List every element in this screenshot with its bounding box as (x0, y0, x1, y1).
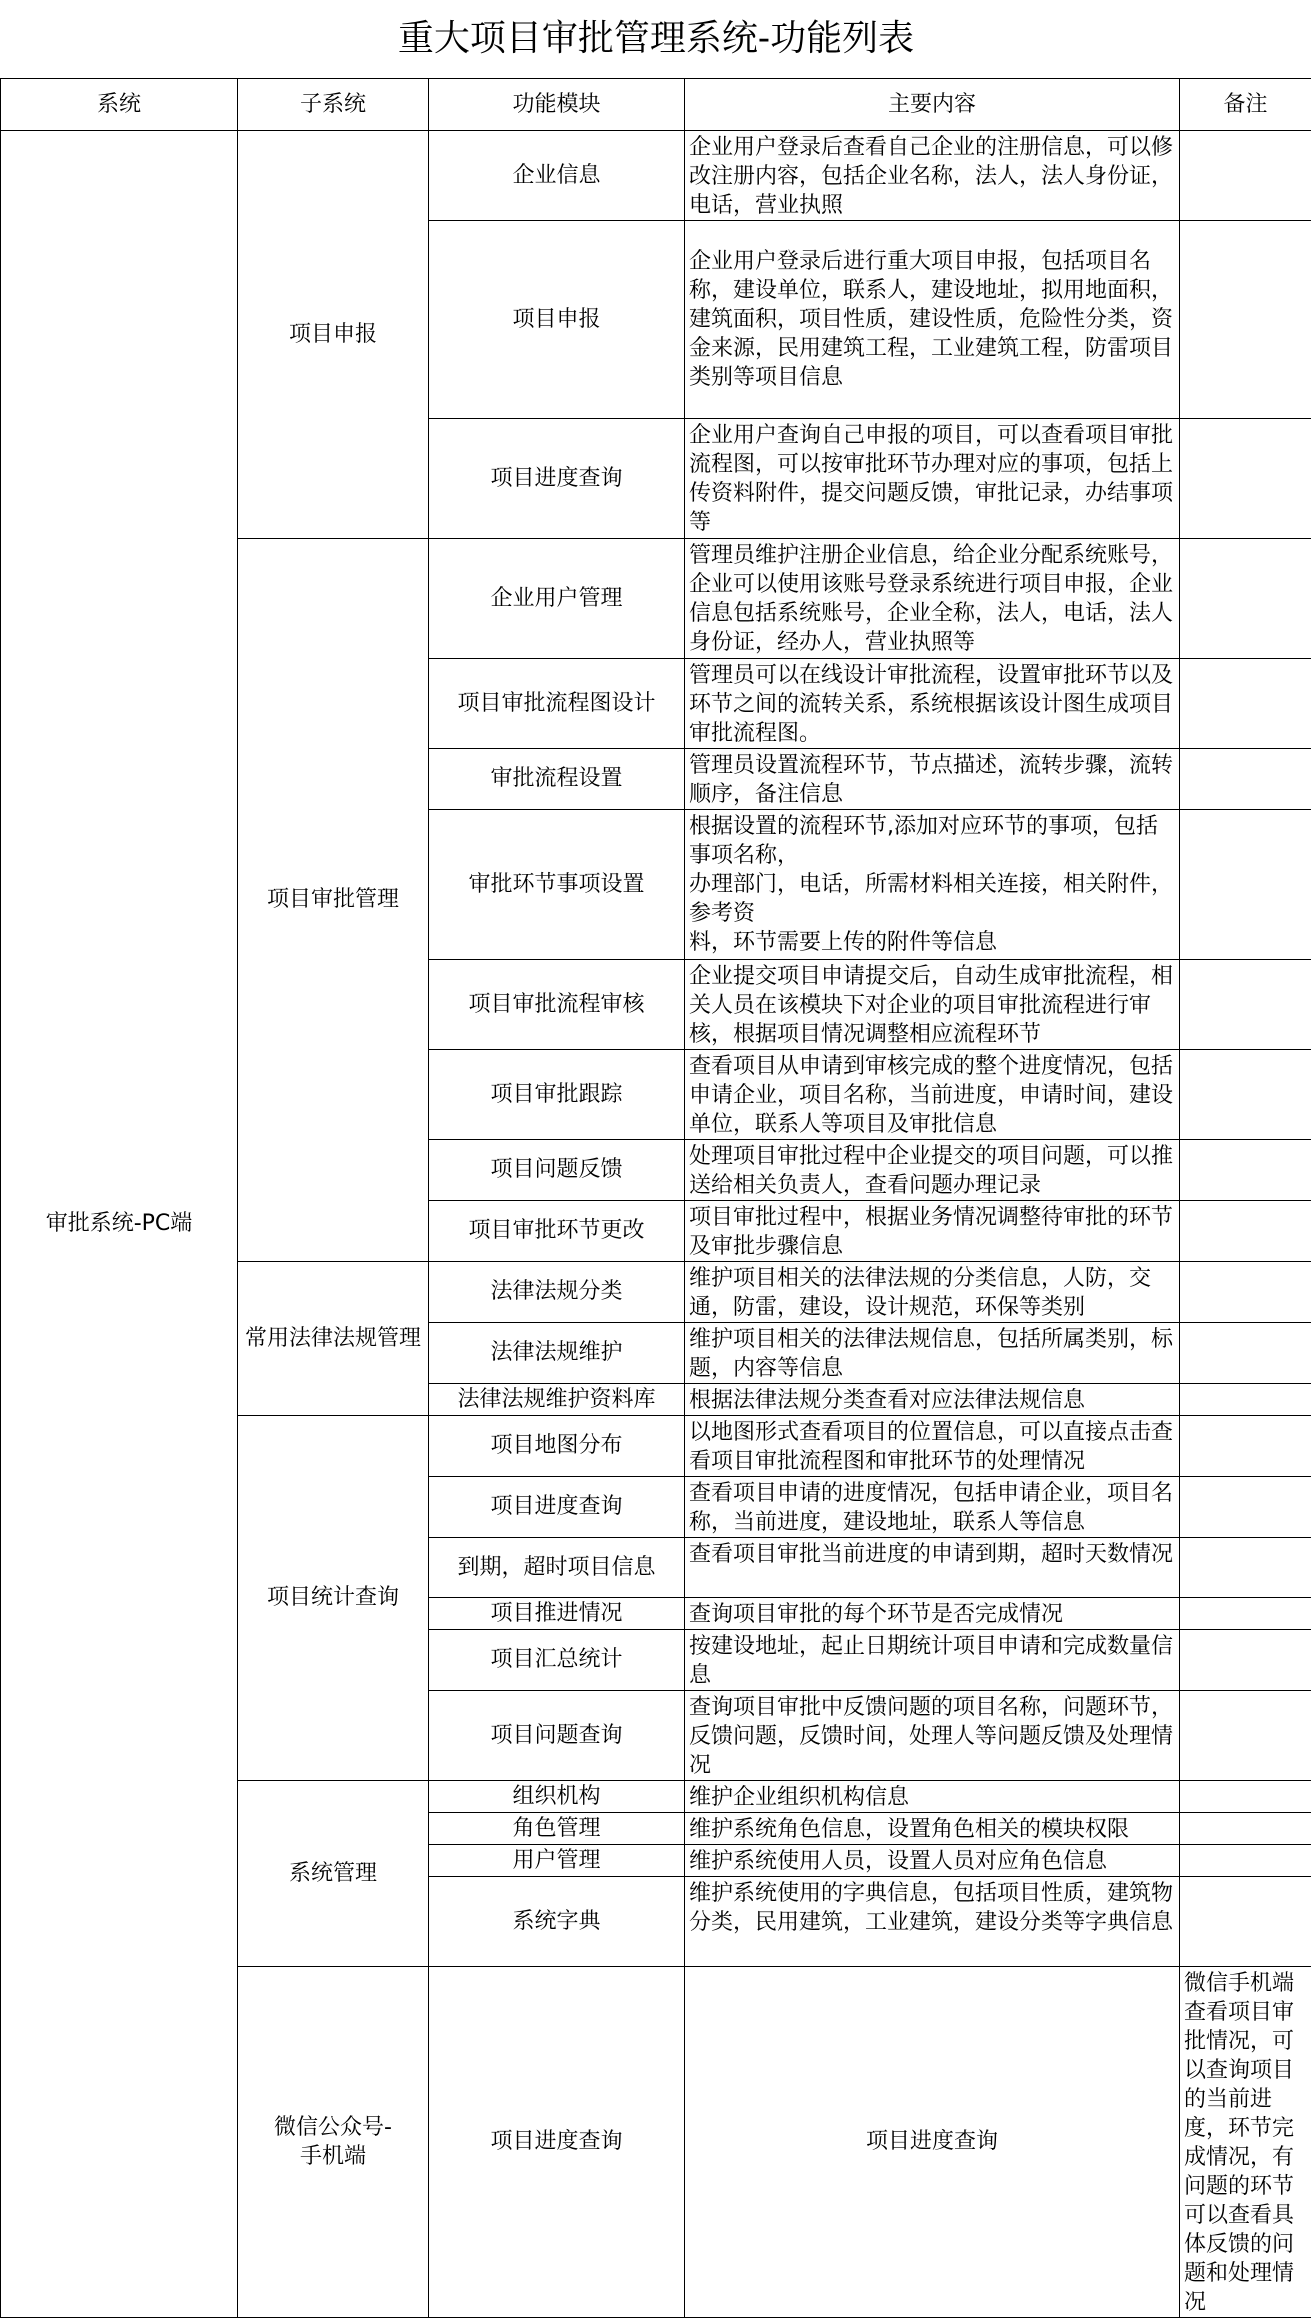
note-cell (1180, 538, 1311, 658)
note-cell (1180, 1597, 1311, 1629)
content-cell: 以地图形式查看项目的位置信息，可以直接点击查看项目审批流程图和审批环节的处理情况 (685, 1415, 1180, 1476)
note-cell (1180, 748, 1311, 809)
page-title: 重大项目审批管理系统-功能列表 (1, 0, 1311, 78)
note-cell (1180, 1383, 1311, 1415)
content-cell: 维护项目相关的法律法规的分类信息，人防，交通，防雷，建设，设计规范，环保等类别 (685, 1261, 1180, 1322)
header-note: 备注 (1180, 78, 1311, 130)
note-cell (1180, 130, 1311, 220)
content-line: 料，环节需要上传的附件等信息 (689, 928, 1175, 957)
module-cell: 用户管理 (429, 1844, 685, 1876)
note-cell (1180, 1200, 1311, 1261)
content-line: 办理部门，电话，所需材料相关连接，相关附件，参考资 (689, 870, 1175, 928)
note-cell (1180, 1261, 1311, 1322)
note-cell (1180, 1876, 1311, 1966)
note-cell (1180, 1476, 1311, 1537)
content-cell: 维护企业组织机构信息 (685, 1780, 1180, 1812)
module-cell: 审批环节事项设置 (429, 809, 685, 959)
module-cell: 法律法规维护 (429, 1322, 685, 1383)
module-cell: 项目推进情况 (429, 1597, 685, 1629)
content-cell: 企业提交项目申请提交后，自动生成审批流程，相关人员在该模块下对企业的项目审批流程进行审核，根据项目情况调整相应流程环节 (685, 959, 1180, 1049)
table-row (1, 130, 1311, 220)
content-cell: 根据法律法规分类查看对应法律法规信息 (685, 1383, 1180, 1415)
header-system: 系统 (1, 78, 238, 130)
content-cell: 管理员维护注册企业信息，给企业分配系统账号，企业可以使用该账号登录系统进行项目申报，企业信息包括系统账号，企业全称，法人，电话，法人身份证，经办人，营业执照等 (685, 538, 1180, 658)
system-cell: 审批系统-PC端 (1, 130, 238, 2317)
content-cell: 管理员可以在线设计审批流程，设置审批环节以及环节之间的流转关系，系统根据该设计图生成项目审批流程图。 (685, 658, 1180, 748)
content-cell: 企业用户查询自己申报的项目，可以查看项目审批流程图，可以按审批环节办理对应的事项，包括上传资料附件，提交问题反馈，审批记录，办结事项等 (685, 418, 1180, 538)
module-cell: 项目申报 (429, 220, 685, 418)
system-cell (238, 1966, 429, 2317)
subsystem-cell: 项目进度查询 (429, 1966, 685, 2317)
note-cell (1180, 1537, 1311, 1597)
content-cell: 维护系统使用人员，设置人员对应角色信息 (685, 1844, 1180, 1876)
note-cell (1180, 1690, 1311, 1780)
note-cell (1180, 809, 1311, 959)
content-cell: 微信手机端查看项目审批情况，可以查询项目的当前进度，环节完成情况，有问题的环节可以查看具体反馈的问题和处理情况 (1180, 1966, 1311, 2317)
module-cell: 法律法规分类 (429, 1261, 685, 1322)
module-cell: 企业用户管理 (429, 538, 685, 658)
module-cell: 项目进度查询 (429, 418, 685, 538)
note-cell (1180, 959, 1311, 1049)
module-cell: 项目问题反馈 (429, 1139, 685, 1200)
system-name-line: 微信公众号- (243, 2113, 423, 2142)
module-cell: 项目汇总统计 (429, 1629, 685, 1690)
module-cell: 项目审批流程审核 (429, 959, 685, 1049)
content-cell: 查看项目从申请到审核完成的整个进度情况，包括申请企业，项目名称，当前进度，申请时间，建设单位，联系人等项目及审批信息 (685, 1049, 1180, 1139)
content-cell: 查看项目审批当前进度的申请到期，超时天数情况 (685, 1537, 1180, 1597)
content-cell: 处理项目审批过程中企业提交的项目问题，可以推送给相关负责人，查看问题办理记录 (685, 1139, 1180, 1200)
module-cell: 角色管理 (429, 1812, 685, 1844)
content-cell: 维护系统角色信息，设置角色相关的模块权限 (685, 1812, 1180, 1844)
header-row (1, 78, 1311, 130)
content-cell: 查询项目审批的每个环节是否完成情况 (685, 1597, 1180, 1629)
note-cell (1180, 1844, 1311, 1876)
content-cell: 查看项目申请的进度情况，包括申请企业，项目名称，当前进度，建设地址，联系人等信息 (685, 1476, 1180, 1537)
content-cell: 项目审批过程中，根据业务情况调整待审批的环节及审批步骤信息 (685, 1200, 1180, 1261)
subsystem-cell: 项目申报 (238, 130, 429, 538)
content-cell: 查询项目审批中反馈问题的项目名称，问题环节，反馈问题，反馈时间，处理人等问题反馈及处理情况 (685, 1690, 1180, 1780)
content-cell: 企业用户登录后查看自己企业的注册信息，可以修改注册内容，包括企业名称，法人，法人身份证，电话，营业执照 (685, 130, 1180, 220)
content-cell: 维护项目相关的法律法规信息，包括所属类别，标题，内容等信息 (685, 1322, 1180, 1383)
subsystem-cell: 常用法律法规管理 (238, 1261, 429, 1415)
content-cell: 管理员设置流程环节，节点描述，流转步骤，流转顺序，备注信息 (685, 748, 1180, 809)
subsystem-cell: 项目统计查询 (238, 1415, 429, 1780)
content-cell (685, 809, 1180, 959)
note-cell (1180, 1415, 1311, 1476)
content-cell: 企业用户登录后进行重大项目申报，包括项目名称，建设单位，联系人，建设地址，拟用地面积，建筑面积，项目性质，建设性质，危险性分类，资金来源，民用建筑工程，工业建筑工程，防雷项目类别等项目信息 (685, 220, 1180, 418)
module-cell: 项目问题查询 (429, 1690, 685, 1780)
note-cell (1180, 1629, 1311, 1690)
note-cell (1180, 1139, 1311, 1200)
module-cell: 企业信息 (429, 130, 685, 220)
note-cell (1180, 1049, 1311, 1139)
content-line: 根据设置的流程环节,添加对应环节的事项，包括事项名称， (689, 812, 1175, 870)
content-cell: 按建设地址，起止日期统计项目申请和完成数量信息 (685, 1629, 1180, 1690)
header-subsystem: 子系统 (238, 78, 429, 130)
note-cell (1180, 1812, 1311, 1844)
system-name-line: 手机端 (243, 2142, 423, 2171)
module-cell: 法律法规维护资料库 (429, 1383, 685, 1415)
module-cell: 系统字典 (429, 1876, 685, 1966)
module-cell: 项目进度查询 (429, 1476, 685, 1537)
note-cell (1180, 1322, 1311, 1383)
content-cell: 维护系统使用的字典信息，包括项目性质，建筑物分类，民用建筑，工业建筑，建设分类等字典信息 (685, 1876, 1180, 1966)
module-cell: 项目审批环节更改 (429, 1200, 685, 1261)
subsystem-cell: 项目审批管理 (238, 538, 429, 1261)
module-cell: 项目进度查询 (685, 1966, 1180, 2317)
module-cell: 组织机构 (429, 1780, 685, 1812)
note-cell (1180, 1780, 1311, 1812)
note-cell (1180, 658, 1311, 748)
module-cell: 项目地图分布 (429, 1415, 685, 1476)
subsystem-cell: 系统管理 (238, 1780, 429, 1966)
module-cell: 项目审批流程图设计 (429, 658, 685, 748)
note-cell (1180, 418, 1311, 538)
header-content: 主要内容 (685, 78, 1180, 130)
module-cell: 项目审批跟踪 (429, 1049, 685, 1139)
module-cell: 到期，超时项目信息 (429, 1537, 685, 1597)
module-cell: 审批流程设置 (429, 748, 685, 809)
header-module: 功能模块 (429, 78, 685, 130)
note-cell (1180, 220, 1311, 418)
